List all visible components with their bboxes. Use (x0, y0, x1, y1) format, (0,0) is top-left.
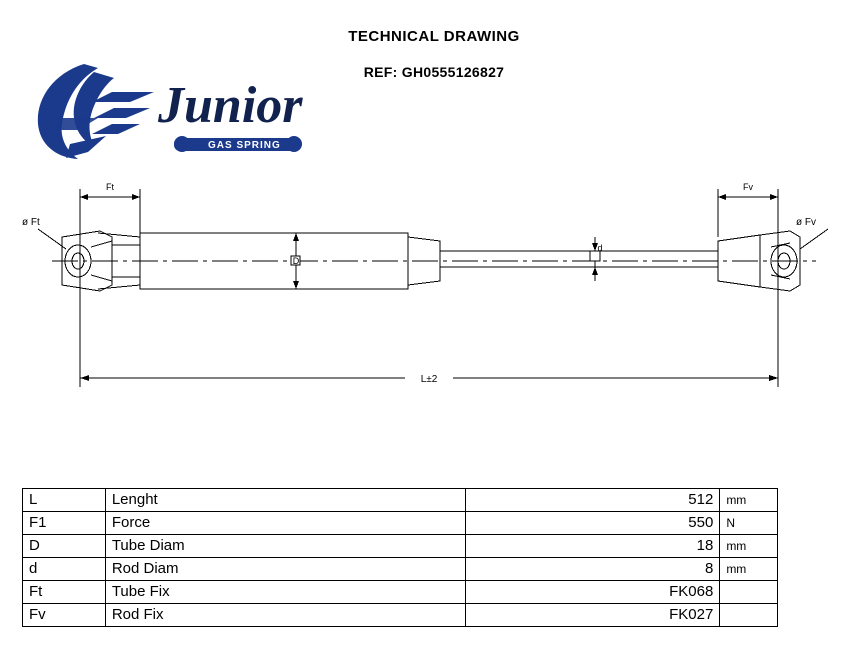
dimension-fv (718, 182, 778, 295)
piston-rod (440, 251, 718, 267)
row-unit: N (720, 512, 778, 535)
row-unit (720, 604, 778, 627)
reference-line: REF: GH0555126827 (363, 64, 505, 80)
label-fv: Fv (743, 182, 753, 192)
label-d-tube: D (292, 256, 300, 266)
table-row (23, 535, 778, 558)
label-length: L±2 (420, 374, 438, 385)
label-d-rod: d (597, 243, 603, 253)
row-unit: mm (720, 535, 778, 558)
row-value: FK068 (465, 581, 720, 604)
dimension-d-rod (590, 237, 603, 281)
logo-tagline: GAS SPRING (208, 140, 281, 151)
label-phi-ft: ø Ft (22, 217, 40, 228)
phi-ft-leader (22, 217, 66, 249)
table-row (23, 581, 778, 604)
row-symbol: d (23, 558, 106, 581)
row-unit: mm (720, 558, 778, 581)
table-row (23, 512, 778, 535)
logo-wordmark: Junior (158, 77, 303, 134)
row-name: Force (105, 512, 465, 535)
row-value: 550 (465, 512, 720, 535)
table-row (23, 604, 778, 627)
row-name: Tube Diam (105, 535, 465, 558)
row-name: Tube Fix (105, 581, 465, 604)
row-unit: mm (720, 489, 778, 512)
row-name: Lenght (105, 489, 465, 512)
logo-graphic (22, 58, 322, 168)
row-name: Rod Diam (105, 558, 465, 581)
specification-table (22, 488, 778, 627)
dimension-ft (80, 182, 140, 295)
row-value: 8 (465, 558, 720, 581)
label-phi-fv: ø Fv (796, 217, 816, 228)
page-title: TECHNICAL DRAWING (348, 28, 520, 45)
label-ft: Ft (106, 182, 114, 192)
gas-spring-drawing (0, 175, 868, 415)
row-unit (720, 581, 778, 604)
row-value: FK027 (465, 604, 720, 627)
dimension-length (80, 295, 778, 387)
dimension-d-tube (291, 233, 300, 289)
logo-tagline-bar (174, 136, 302, 152)
drawing-svg (0, 175, 868, 415)
spec-table-body (23, 489, 778, 627)
brand-logo (22, 58, 322, 168)
table-row (23, 489, 778, 512)
row-symbol: Fv (23, 604, 106, 627)
row-symbol: F1 (23, 512, 106, 535)
row-symbol: Ft (23, 581, 106, 604)
table-row (23, 558, 778, 581)
row-name: Rod Fix (105, 604, 465, 627)
row-symbol: L (23, 489, 106, 512)
phi-fv-leader (796, 217, 828, 249)
row-symbol: D (23, 535, 106, 558)
row-value: 512 (465, 489, 720, 512)
row-value: 18 (465, 535, 720, 558)
